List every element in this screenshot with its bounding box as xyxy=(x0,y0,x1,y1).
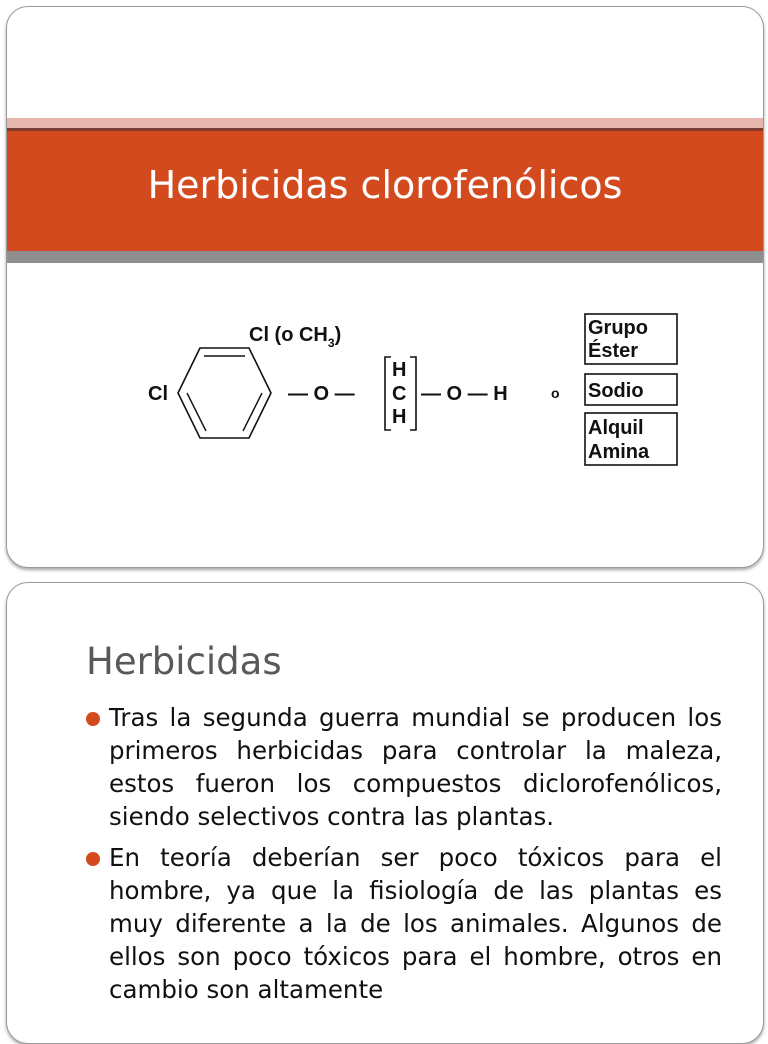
formula-c: C xyxy=(392,383,407,405)
formula-cl-top xyxy=(249,324,341,350)
formula-h-top: H xyxy=(392,359,407,381)
ring-double-bond xyxy=(187,393,206,431)
box-grupo-ester-line1: Grupo xyxy=(588,317,648,339)
formula-ch3-close: ) xyxy=(334,324,342,346)
box-grupo-ester-line2: Éster xyxy=(588,340,639,362)
bullet-text: En teoría deberían ser poco tóxicos para el hombre, ya que la fisiología de las plantas es muy diferente a la de los animales. Algunos de ellos son poco tóxicos para el hombre, otros en cambio son altamente xyxy=(109,843,722,1004)
bullet-dot-icon xyxy=(86,852,100,866)
chemical-formula xyxy=(7,7,763,567)
bullet-text: Tras la segunda guerra mundial se producen los primeros herbicidas para controlar la maleza, estos fueron los compuestos diclorofenólicos, siendo selectivos contra las plantas. xyxy=(109,703,722,831)
bullet-list xyxy=(86,701,722,1014)
bullet-dot-icon xyxy=(86,712,100,726)
slide-1 xyxy=(6,6,764,568)
box-sodio-label: Sodio xyxy=(588,380,644,402)
formula-h-bottom: H xyxy=(392,406,407,428)
box-alquil-amina-line2: Amina xyxy=(588,441,650,463)
ring-double-bond xyxy=(243,393,262,431)
bracket-right xyxy=(410,357,416,430)
box-alquil-amina-line1: Alquil xyxy=(588,417,644,439)
formula-chain-o2: — O — H xyxy=(421,383,508,405)
bullet-item xyxy=(86,701,722,833)
formula-ch3-subscript: 3 xyxy=(327,336,335,350)
formula-cl-top-text: Cl (o CH xyxy=(249,324,328,346)
slide-title: Herbicidas clorofenólicos xyxy=(147,163,623,207)
bullet-item xyxy=(86,841,722,1006)
formula-cl-left: Cl xyxy=(148,383,168,405)
benzene-ring xyxy=(178,348,271,438)
bracket-left xyxy=(385,357,391,430)
slide-heading: Herbicidas xyxy=(86,640,282,683)
slide-2 xyxy=(6,582,764,1044)
formula-chain-o1: — O — xyxy=(288,383,355,405)
formula-small-o: o xyxy=(551,385,560,401)
